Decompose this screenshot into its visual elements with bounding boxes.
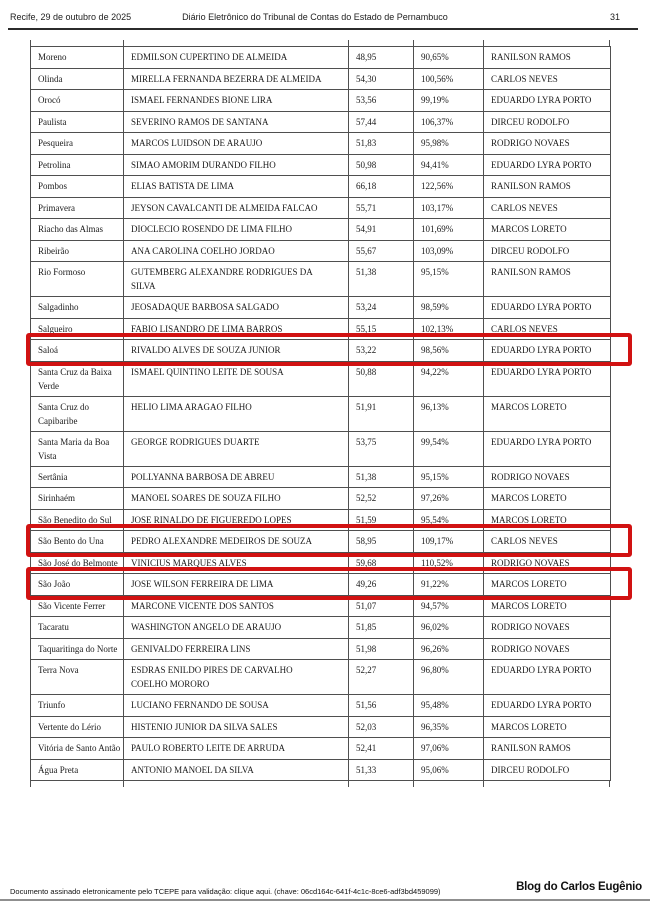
- official-name-cell: ELIAS BATISTA DE LIMA: [124, 176, 349, 198]
- counselor-cell: RODRIGO NOVAES: [484, 617, 611, 639]
- municipality-cell: São Bento do Una: [31, 531, 124, 553]
- official-name-cell: JEOSADAQUE BARBOSA SALGADO: [124, 297, 349, 319]
- municipality-cell: Petrolina: [31, 154, 124, 176]
- score-cell: 51,38: [349, 262, 414, 297]
- table-row: [31, 509, 611, 531]
- municipality-cell: Riacho das Almas: [31, 219, 124, 241]
- percent-cell: 91,22%: [414, 574, 484, 596]
- municipality-cell: Olinda: [31, 68, 124, 90]
- percent-cell: 96,13%: [414, 396, 484, 431]
- counselor-cell: MARCOS LORETO: [484, 396, 611, 431]
- percent-cell: 103,09%: [414, 240, 484, 262]
- percent-cell: 98,59%: [414, 297, 484, 319]
- official-name-cell: MANOEL SOARES DE SOUZA FILHO: [124, 488, 349, 510]
- municipality-cell: São Vicente Ferrer: [31, 595, 124, 617]
- header-divider: [8, 28, 638, 30]
- counselor-cell: RANILSON RAMOS: [484, 738, 611, 760]
- counselor-cell: EDUARDO LYRA PORTO: [484, 297, 611, 319]
- percent-cell: 96,26%: [414, 638, 484, 660]
- official-name-cell: ANTONIO MANOEL DA SILVA: [124, 759, 349, 781]
- counselor-cell: MARCOS LORETO: [484, 574, 611, 596]
- score-cell: 51,83: [349, 133, 414, 155]
- counselor-cell: EDUARDO LYRA PORTO: [484, 340, 611, 362]
- official-name-cell: LUCIANO FERNANDO DE SOUSA: [124, 695, 349, 717]
- percent-cell: 96,02%: [414, 617, 484, 639]
- official-name-cell: SIMAO AMORIM DURANDO FILHO: [124, 154, 349, 176]
- header-title: Diário Eletrônico do Tribunal de Contas do Estado de Pernambuco: [182, 12, 448, 22]
- official-name-cell: MIRELLA FERNANDA BEZERRA DE ALMEIDA: [124, 68, 349, 90]
- official-name-cell: DIOCLECIO ROSENDO DE LIMA FILHO: [124, 219, 349, 241]
- score-cell: 51,59: [349, 509, 414, 531]
- counselor-cell: CARLOS NEVES: [484, 197, 611, 219]
- percent-cell: 96,80%: [414, 660, 484, 695]
- score-cell: 51,38: [349, 466, 414, 488]
- official-name-cell: ISMAEL FERNANDES BIONE LIRA: [124, 90, 349, 112]
- percent-cell: 98,56%: [414, 340, 484, 362]
- counselor-cell: MARCOS LORETO: [484, 509, 611, 531]
- official-name-cell: WASHINGTON ANGELO DE ARAUJO: [124, 617, 349, 639]
- official-name-cell: MARCONE VICENTE DOS SANTOS: [124, 595, 349, 617]
- counselor-cell: DIRCEU RODOLFO: [484, 111, 611, 133]
- table-row: [31, 219, 611, 241]
- table-row: [31, 660, 611, 695]
- percent-cell: 97,06%: [414, 738, 484, 760]
- official-name-cell: MARCOS LUIDSON DE ARAUJO: [124, 133, 349, 155]
- counselor-cell: RANILSON RAMOS: [484, 176, 611, 198]
- percent-cell: 94,41%: [414, 154, 484, 176]
- counselor-cell: RANILSON RAMOS: [484, 47, 611, 69]
- score-cell: 53,24: [349, 297, 414, 319]
- score-cell: 55,67: [349, 240, 414, 262]
- percent-cell: 90,65%: [414, 47, 484, 69]
- counselor-cell: EDUARDO LYRA PORTO: [484, 154, 611, 176]
- official-name-cell: JOSE RINALDO DE FIGUEREDO LOPES: [124, 509, 349, 531]
- counselor-cell: RODRIGO NOVAES: [484, 133, 611, 155]
- score-cell: 53,75: [349, 431, 414, 466]
- percent-cell: 95,48%: [414, 695, 484, 717]
- table-row: [31, 595, 611, 617]
- table-row: [31, 574, 611, 596]
- table-row: [31, 361, 611, 396]
- counselor-cell: CARLOS NEVES: [484, 68, 611, 90]
- municipality-cell: Primavera: [31, 197, 124, 219]
- score-cell: 52,52: [349, 488, 414, 510]
- official-name-cell: PEDRO ALEXANDRE MEDEIROS DE SOUZA: [124, 531, 349, 553]
- table-row: [31, 297, 611, 319]
- official-name-cell: PAULO ROBERTO LEITE DE ARRUDA: [124, 738, 349, 760]
- counselor-cell: EDUARDO LYRA PORTO: [484, 660, 611, 695]
- municipality-cell: Tacaratu: [31, 617, 124, 639]
- counselor-cell: MARCOS LORETO: [484, 595, 611, 617]
- score-cell: 54,91: [349, 219, 414, 241]
- percent-cell: 97,26%: [414, 488, 484, 510]
- table-continuation-bottom: [30, 781, 610, 787]
- counselor-cell: MARCOS LORETO: [484, 219, 611, 241]
- counselor-cell: EDUARDO LYRA PORTO: [484, 695, 611, 717]
- municipality-cell: Salgadinho: [31, 297, 124, 319]
- counselor-cell: EDUARDO LYRA PORTO: [484, 90, 611, 112]
- score-cell: 50,98: [349, 154, 414, 176]
- percent-cell: 100,56%: [414, 68, 484, 90]
- municipality-cell: Saloá: [31, 340, 124, 362]
- municipalities-table-body: [31, 47, 611, 781]
- table-row: [31, 262, 611, 297]
- table-row: [31, 68, 611, 90]
- official-name-cell: JOSE WILSON FERREIRA DE LIMA: [124, 574, 349, 596]
- official-name-cell: ESDRAS ENILDO PIRES DE CARVALHO COELHO MORORO: [124, 660, 349, 695]
- municipality-cell: São João: [31, 574, 124, 596]
- bottom-edge-line: [0, 899, 650, 901]
- official-name-cell: SEVERINO RAMOS DE SANTANA: [124, 111, 349, 133]
- score-cell: 51,91: [349, 396, 414, 431]
- official-name-cell: POLLYANNA BARBOSA DE ABREU: [124, 466, 349, 488]
- official-name-cell: GUTEMBERG ALEXANDRE RODRIGUES DA SILVA: [124, 262, 349, 297]
- signature-validation-text: Documento assinado eletronicamente pelo TCEPE para validação: clique aqui. (chave: 06cd164c-641f-4c1c-8ce6-adf3bd459099): [10, 887, 441, 896]
- official-name-cell: HELIO LIMA ARAGAO FILHO: [124, 396, 349, 431]
- table-row: [31, 176, 611, 198]
- municipalities-table: [30, 46, 611, 781]
- table-row: [31, 396, 611, 431]
- official-name-cell: JEYSON CAVALCANTI DE ALMEIDA FALCAO: [124, 197, 349, 219]
- percent-cell: 101,69%: [414, 219, 484, 241]
- score-cell: 59,68: [349, 552, 414, 574]
- score-cell: 52,03: [349, 716, 414, 738]
- table-row: [31, 47, 611, 69]
- counselor-cell: DIRCEU RODOLFO: [484, 759, 611, 781]
- table-row: [31, 716, 611, 738]
- score-cell: 51,98: [349, 638, 414, 660]
- official-name-cell: ANA CAROLINA COELHO JORDAO: [124, 240, 349, 262]
- municipality-cell: Salgueiro: [31, 318, 124, 340]
- municipality-cell: Santa Cruz da Baixa Verde: [31, 361, 124, 396]
- table-row: [31, 617, 611, 639]
- percent-cell: 94,57%: [414, 595, 484, 617]
- table-row: [31, 197, 611, 219]
- header-date: Recife, 29 de outubro de 2025: [10, 12, 132, 22]
- counselor-cell: RODRIGO NOVAES: [484, 552, 611, 574]
- counselor-cell: EDUARDO LYRA PORTO: [484, 361, 611, 396]
- score-cell: 49,26: [349, 574, 414, 596]
- table-row: [31, 638, 611, 660]
- municipality-cell: Ribeirão: [31, 240, 124, 262]
- municipality-cell: Sertânia: [31, 466, 124, 488]
- score-cell: 51,07: [349, 595, 414, 617]
- percent-cell: 99,54%: [414, 431, 484, 466]
- counselor-cell: RODRIGO NOVAES: [484, 638, 611, 660]
- municipality-cell: Santa Cruz do Capibaribe: [31, 396, 124, 431]
- percent-cell: 102,13%: [414, 318, 484, 340]
- table-zone: [30, 40, 610, 787]
- official-name-cell: RIVALDO ALVES DE SOUZA JUNIOR: [124, 340, 349, 362]
- municipality-cell: Santa Maria da Boa Vista: [31, 431, 124, 466]
- municipality-cell: São Benedito do Sul: [31, 509, 124, 531]
- counselor-cell: CARLOS NEVES: [484, 531, 611, 553]
- municipality-cell: Sirinhaém: [31, 488, 124, 510]
- score-cell: 50,88: [349, 361, 414, 396]
- municipality-cell: Água Preta: [31, 759, 124, 781]
- percent-cell: 106,37%: [414, 111, 484, 133]
- counselor-cell: MARCOS LORETO: [484, 716, 611, 738]
- municipality-cell: Moreno: [31, 47, 124, 69]
- table-row: [31, 466, 611, 488]
- percent-cell: 94,22%: [414, 361, 484, 396]
- official-name-cell: ISMAEL QUINTINO LEITE DE SOUSA: [124, 361, 349, 396]
- score-cell: 57,44: [349, 111, 414, 133]
- municipality-cell: Rio Formoso: [31, 262, 124, 297]
- official-name-cell: VINICIUS MARQUES ALVES: [124, 552, 349, 574]
- score-cell: 53,56: [349, 90, 414, 112]
- municipality-cell: Pesqueira: [31, 133, 124, 155]
- score-cell: 55,71: [349, 197, 414, 219]
- score-cell: 52,41: [349, 738, 414, 760]
- score-cell: 54,30: [349, 68, 414, 90]
- municipality-cell: Triunfo: [31, 695, 124, 717]
- score-cell: 52,27: [349, 660, 414, 695]
- official-name-cell: GENIVALDO FERREIRA LINS: [124, 638, 349, 660]
- table-row: [31, 695, 611, 717]
- municipality-cell: Paulista: [31, 111, 124, 133]
- percent-cell: 95,98%: [414, 133, 484, 155]
- score-cell: 58,95: [349, 531, 414, 553]
- table-row: [31, 111, 611, 133]
- score-cell: 51,33: [349, 759, 414, 781]
- table-row: [31, 90, 611, 112]
- score-cell: 53,22: [349, 340, 414, 362]
- counselor-cell: CARLOS NEVES: [484, 318, 611, 340]
- header-page-number: 31: [609, 12, 620, 22]
- table-row: [31, 431, 611, 466]
- official-name-cell: HISTENIO JUNIOR DA SILVA SALES: [124, 716, 349, 738]
- table-row: [31, 154, 611, 176]
- official-name-cell: EDMILSON CUPERTINO DE ALMEIDA: [124, 47, 349, 69]
- table-continuation-top: [30, 40, 610, 46]
- municipality-cell: Vitória de Santo Antão: [31, 738, 124, 760]
- page-header: [10, 12, 620, 26]
- municipality-cell: Vertente do Lério: [31, 716, 124, 738]
- table-row: [31, 488, 611, 510]
- percent-cell: 95,54%: [414, 509, 484, 531]
- table-row: [31, 133, 611, 155]
- official-name-cell: GEORGE RODRIGUES DUARTE: [124, 431, 349, 466]
- percent-cell: 109,17%: [414, 531, 484, 553]
- table-row: [31, 340, 611, 362]
- municipality-cell: Pombos: [31, 176, 124, 198]
- table-row: [31, 531, 611, 553]
- percent-cell: 99,19%: [414, 90, 484, 112]
- table-row: [31, 552, 611, 574]
- counselor-cell: RANILSON RAMOS: [484, 262, 611, 297]
- counselor-cell: MARCOS LORETO: [484, 488, 611, 510]
- table-row: [31, 318, 611, 340]
- municipality-cell: Terra Nova: [31, 660, 124, 695]
- score-cell: 48,95: [349, 47, 414, 69]
- score-cell: 51,85: [349, 617, 414, 639]
- counselor-cell: RODRIGO NOVAES: [484, 466, 611, 488]
- score-cell: 55,15: [349, 318, 414, 340]
- official-name-cell: FABIO LISANDRO DE LIMA BARROS: [124, 318, 349, 340]
- percent-cell: 103,17%: [414, 197, 484, 219]
- counselor-cell: EDUARDO LYRA PORTO: [484, 431, 611, 466]
- score-cell: 51,56: [349, 695, 414, 717]
- municipality-cell: Orocó: [31, 90, 124, 112]
- table-row: [31, 240, 611, 262]
- table-row: [31, 738, 611, 760]
- blog-credit: Blog do Carlos Eugênio: [516, 881, 642, 893]
- percent-cell: 96,35%: [414, 716, 484, 738]
- percent-cell: 95,06%: [414, 759, 484, 781]
- percent-cell: 95,15%: [414, 262, 484, 297]
- score-cell: 66,18: [349, 176, 414, 198]
- percent-cell: 122,56%: [414, 176, 484, 198]
- table-row: [31, 759, 611, 781]
- municipality-cell: Taquaritinga do Norte: [31, 638, 124, 660]
- municipality-cell: São José do Belmonte: [31, 552, 124, 574]
- percent-cell: 110,52%: [414, 552, 484, 574]
- percent-cell: 95,15%: [414, 466, 484, 488]
- counselor-cell: DIRCEU RODOLFO: [484, 240, 611, 262]
